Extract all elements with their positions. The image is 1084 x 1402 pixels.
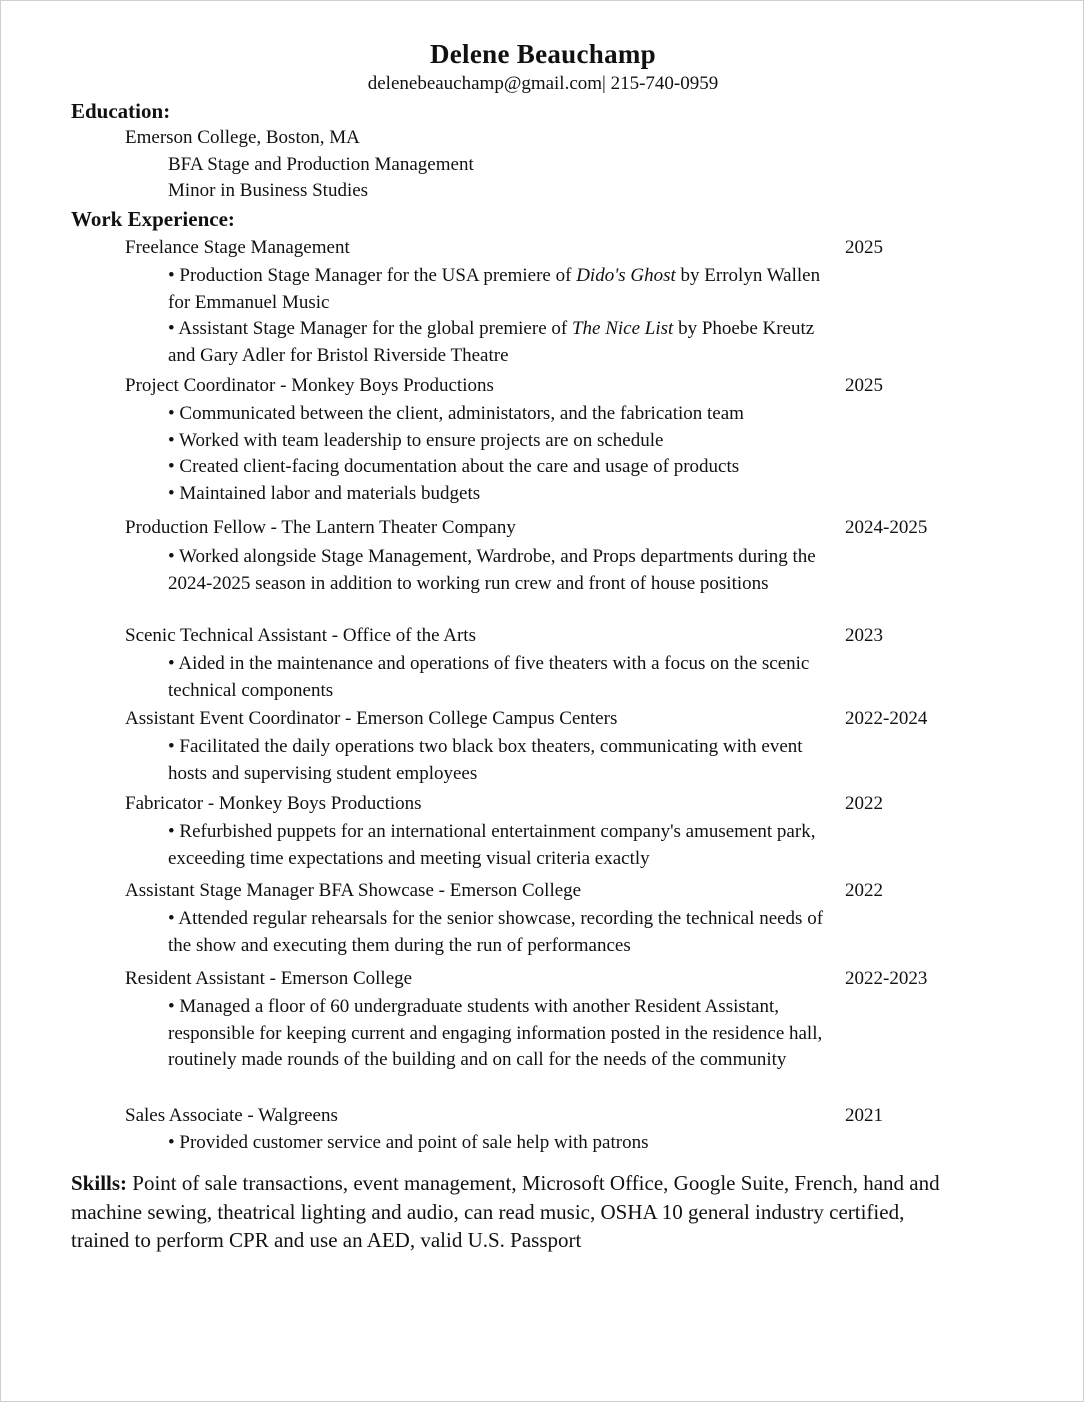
- job-bullet: • Facilitated the daily operations two black box theaters, communicating with event hosts and supervising student employees: [168, 736, 803, 784]
- education-degree: BFA Stage and Production Management: [168, 154, 474, 175]
- play-title: Dido's Ghost: [576, 265, 676, 286]
- contact-info: delenebeauchamp@gmail.com| 215-740-0959: [367, 73, 719, 94]
- job-date: 2022: [845, 880, 883, 901]
- job-bullet: • Attended regular rehearsals for the senior showcase, recording the technical needs of the show and executing them during the run of performances: [168, 908, 824, 956]
- job-title: Scenic Technical Assistant - Office of the Arts: [125, 625, 476, 646]
- job-date: 2025: [845, 375, 883, 396]
- job-bullet: • Production Stage Manager for the USA premiere of Dido's Ghost by Errolyn Wallen for Emmanuel Music: [168, 265, 821, 313]
- job-bullet: • Communicated between the client, administators, and the fabrication team: [168, 403, 744, 424]
- job-title: Assistant Event Coordinator - Emerson College Campus Centers: [125, 708, 618, 729]
- job-date: 2024-2025: [845, 517, 928, 538]
- job-title: Fabricator - Monkey Boys Productions: [125, 793, 422, 814]
- job-title: Production Fellow - The Lantern Theater Company: [125, 517, 516, 538]
- job-date: 2022: [845, 793, 883, 814]
- play-title: The Nice List: [571, 318, 674, 339]
- education-heading: Education:: [71, 99, 171, 123]
- job-date: 2023: [845, 625, 883, 646]
- job-title: Freelance Stage Management: [125, 237, 350, 258]
- skills-label: Skills:: [71, 1171, 128, 1195]
- job-bullet: • Maintained labor and materials budgets: [168, 483, 481, 504]
- skills-section: [71, 1169, 961, 1255]
- job-bullet: • Worked with team leadership to ensure projects are on schedule: [168, 430, 664, 451]
- job-title: Assistant Stage Manager BFA Showcase - Emerson College: [125, 880, 582, 901]
- job-date: 2025: [845, 237, 883, 258]
- job-bullet: • Worked alongside Stage Management, Wardrobe, and Props departments during the 2024-2025 season in addition to working run crew and front of house positions: [168, 546, 816, 594]
- job-title: Resident Assistant - Emerson College: [125, 968, 413, 989]
- job-title: Project Coordinator - Monkey Boys Productions: [125, 375, 494, 396]
- education-school: Emerson College, Boston, MA: [125, 127, 360, 148]
- job-title: Sales Associate - Walgreens: [125, 1105, 338, 1126]
- job-date: 2022-2024: [845, 708, 928, 729]
- job-date: 2022-2023: [845, 968, 928, 989]
- job-bullet: • Created client-facing documentation about the care and usage of products: [168, 456, 740, 477]
- work-experience-heading: Work Experience:: [71, 207, 235, 231]
- job-bullet: • Managed a floor of 60 undergraduate students with another Resident Assistant, responsible for keeping current and engaging information posted in the residence hall, routinely made rounds of the building and on call for the needs of the community: [168, 996, 823, 1070]
- job-bullet: • Provided customer service and point of sale help with patrons: [168, 1132, 649, 1153]
- job-bullet: • Aided in the maintenance and operations of five theaters with a focus on the scenic technical components: [168, 653, 810, 701]
- education-minor: Minor in Business Studies: [168, 180, 369, 201]
- skills-text: Point of sale transactions, event management, Microsoft Office, Google Suite, French, hand and machine sewing, theatrical lighting and audio, can read music, OSHA 10 general industry certified, trained to perform CPR and use an AED, valid U.S. Passport: [71, 1171, 940, 1252]
- resume-name: Delene Beauchamp: [429, 39, 657, 69]
- job-bullet: • Refurbished puppets for an international entertainment company's amusement park, exceeding time expectations and meeting visual criteria exactly: [168, 821, 816, 869]
- job-date: 2021: [845, 1105, 883, 1126]
- job-bullet: • Assistant Stage Manager for the global premiere of The Nice List by Phoebe Kreutz and Gary Adler for Bristol Riverside Theatre: [168, 318, 815, 366]
